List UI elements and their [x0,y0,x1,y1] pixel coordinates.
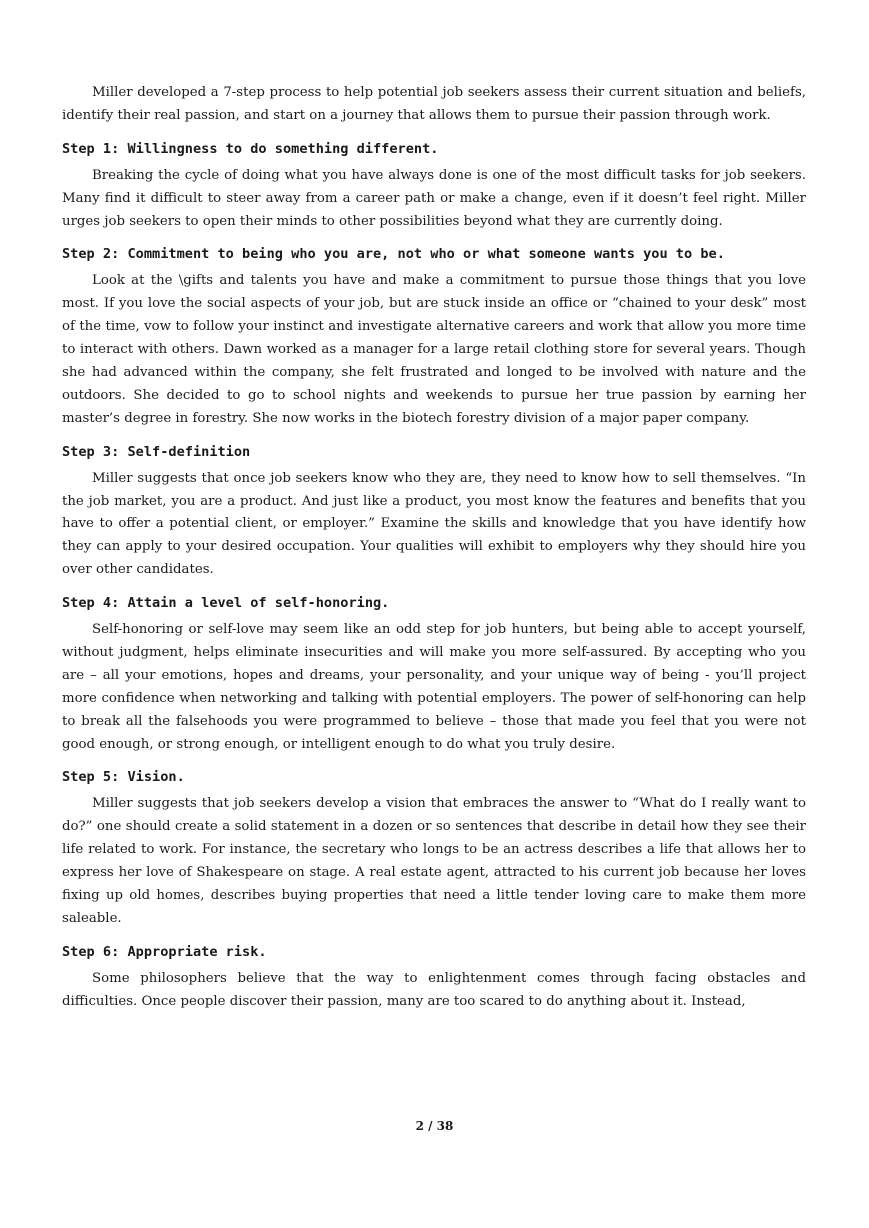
step-5-paragraph: Miller suggests that job seekers develop a vision that embraces the answer to “What do I really want to do?” one should create a solid statement in a dozen or so sentences that describe in detail how they see their life related to work. For instance, the secretary who longs to be an actress describes a life that allows her to express her love of Shakespeare on stage. A real estate agent, attracted to his current job because her loves fixing up old homes, describes buying properties that need a little tender loving care to make them more saleable. [62,796,806,926]
step-2-paragraph: Look at the \gifts and talents you have and make a commitment to pursue those things that you love most. If you love the social aspects of your job, but are stuck inside an office or “chained to your desk” most of the time, vow to follow your instinct and investigate alternative careers and work that allow you more time to interact with others. Dawn worked as a manager for a large retail clothing store for several years. Though she had advanced within the company, she felt frustrated and longed to be involved with nature and the outdoors. She decided to go to school nights and weekends to pursue her true passion by earning her master’s degree in forestry. She now works in the biotech forestry division of a major paper company. [62,273,806,426]
step-3-paragraph: Miller suggests that once job seekers know who they are, they need to know how to sell themselves. “In the job market, you are a product. And just like a product, you most know the features and benefits that you have to offer a potential client, or employer.” Examine the skills and knowledge that you have identify how they can apply to your desired occupation. Your qualities will exhibit to employers why they should hire you over other candidates. [62,470,806,578]
step-2-heading: Step 2: Commitment to being who you are, not who or what someone wants you to be. [62,246,725,263]
page-content [62,82,806,1024]
step-6-heading: Step 6: Appropriate risk. [62,943,267,960]
intro-paragraph: Miller developed a 7-step process to help potential job seekers assess their current situation and beliefs, identify their real passion, and start on a journey that allows them to pursue their passion through work. [62,85,806,123]
step-1-heading: Step 1: Willingness to do something different. [62,140,439,157]
step-5-heading: Step 5: Vision. [62,769,185,786]
step-6-paragraph: Some philosophers believe that the way to enlightenment comes through facing obstacles and difficulties. Once people discover their passion, many are too scared to do anything about it. Instead, [62,970,806,1009]
step-3-heading: Step 3: Self-definition [62,443,251,460]
page-number: 2 / 38 [415,1119,454,1133]
step-4-heading: Step 4: Attain a level of self-honoring. [62,595,390,612]
step-4-paragraph: Self-honoring or self-love may seem like an odd step for job hunters, but being able to accept yourself, without judgment, helps eliminate insecurities and will make you more self-assured. By accepting who you are – all your emotions, hopes and dreams, your personality, and your unique way of being - you’ll project more confidence when networking and talking with potential employers. The power of self-honoring can help to break all the falsehoods you were programmed to believe – those that made you feel that you were not good enough, or strong enough, or intelligent enough to do what you truly desire. [62,622,806,752]
step-1-paragraph: Breaking the cycle of doing what you have always done is one of the most difficult tasks for job seekers. Many find it difficult to steer away from a career path or make a change, even if it doesn’t feel right. Miller urges job seekers to open their minds to other possibilities beyond what they are currently doing. [62,167,806,229]
